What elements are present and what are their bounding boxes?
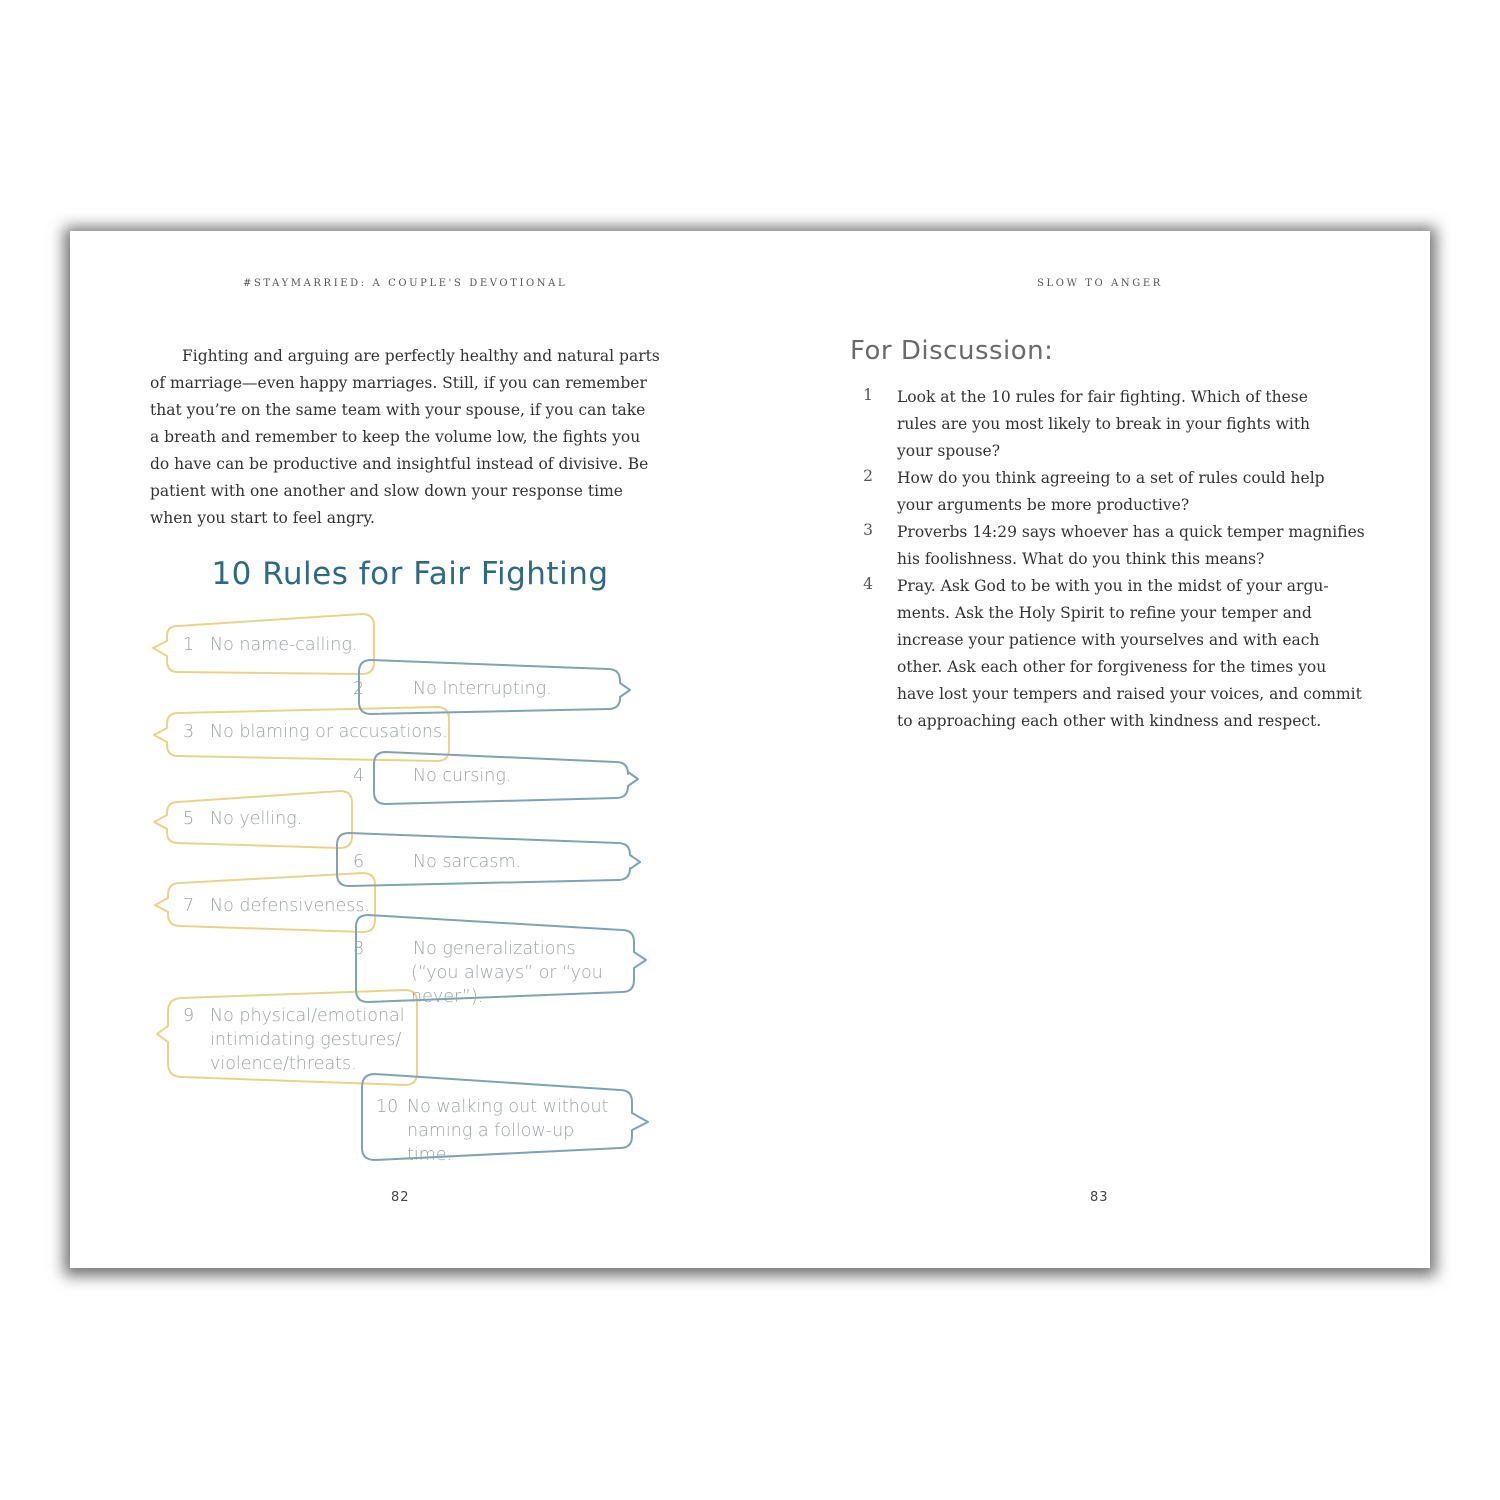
question-line: rules are you most likely to break in your fights with [897, 415, 1311, 433]
rule-number: 10 [376, 1097, 399, 1117]
question-line: Pray. Ask God to be with you in the midst of your argu- [897, 577, 1329, 595]
question-line: to approaching each other with kindness and respect. [897, 712, 1322, 730]
question-line: ments. Ask the Holy Spirit to refine your temper and [897, 604, 1312, 622]
rule-number: 5 [183, 809, 195, 829]
paragraph-line: that you’re on the same team with your spouse, if you can take [150, 401, 646, 419]
rule-text: No sarcasm. [413, 852, 522, 872]
rule-number: 1 [183, 635, 195, 655]
question-line: increase your patience with yourselves and with each [897, 631, 1320, 649]
question-text [897, 384, 1367, 465]
rule-number: 7 [183, 896, 195, 916]
running-head-right: SLOW TO ANGER [1037, 278, 1163, 289]
rule-text: No blaming or accusations. [210, 722, 448, 742]
rule-number: 8 [353, 939, 365, 959]
question-line: your spouse? [897, 442, 1001, 460]
rules-title: 10 Rules for Fair Fighting [211, 556, 609, 592]
question-number: 3 [863, 521, 873, 539]
question-text [897, 465, 1367, 519]
question-line: have lost your tempers and raised your voices, and commit [897, 685, 1362, 703]
question-number: 1 [863, 386, 873, 404]
rule-text: No cursing. [413, 766, 512, 786]
question-text [897, 519, 1367, 573]
rule-text: No walking out without naming a follow-up time. [407, 1097, 609, 1165]
paragraph-line: when you start to feel angry. [150, 509, 375, 527]
rule-number: 9 [183, 1006, 195, 1026]
rule-number: 6 [353, 852, 365, 872]
rule-number: 4 [353, 766, 365, 786]
page-number-right: 83 [1090, 1190, 1109, 1205]
paragraph-line: a breath and remember to keep the volume low, the fights you [150, 428, 641, 446]
paragraph-line: do have can be productive and insightful instead of divisive. Be [150, 455, 649, 473]
question-line: your arguments be more productive? [897, 496, 1190, 514]
question-number: 4 [863, 575, 873, 593]
rule-text: No name-calling. [210, 635, 358, 655]
question-line: How do you think agreeing to a set of rules could help [897, 469, 1325, 487]
question-line: Proverbs 14:29 says whoever has a quick temper magnifies [897, 523, 1365, 541]
paragraph-line: Fighting and arguing are perfectly healthy and natural parts [182, 347, 660, 365]
question-line: his foolishness. What do you think this means? [897, 550, 1265, 568]
question-line: Look at the 10 rules for fair fighting. Which of these [897, 388, 1308, 406]
rule-text: No physical/emotional intimidating gestures/ violence/threats. [210, 1006, 405, 1074]
running-head-left: #STAYMARRIED: A COUPLE'S DEVOTIONAL [243, 278, 568, 289]
paragraph-line: patient with one another and slow down your response time [150, 482, 623, 500]
rule-text: No yelling. [210, 809, 303, 829]
rule-text: No defensiveness. [210, 896, 371, 916]
discussion-title: For Discussion: [850, 336, 1054, 366]
rule-text: No generalizations (“you always” or “you never”). [411, 939, 603, 1007]
rule-number: 3 [183, 722, 195, 742]
question-text [897, 573, 1367, 735]
rule-text: No Interrupting. [413, 679, 552, 699]
question-line: other. Ask each other for forgiveness for the times you [897, 658, 1327, 676]
paragraph-line: of marriage—even happy marriages. Still, if you can remember [150, 374, 647, 392]
rule-number: 2 [353, 679, 365, 699]
page-number-left: 82 [391, 1190, 410, 1205]
question-number: 2 [863, 467, 873, 485]
